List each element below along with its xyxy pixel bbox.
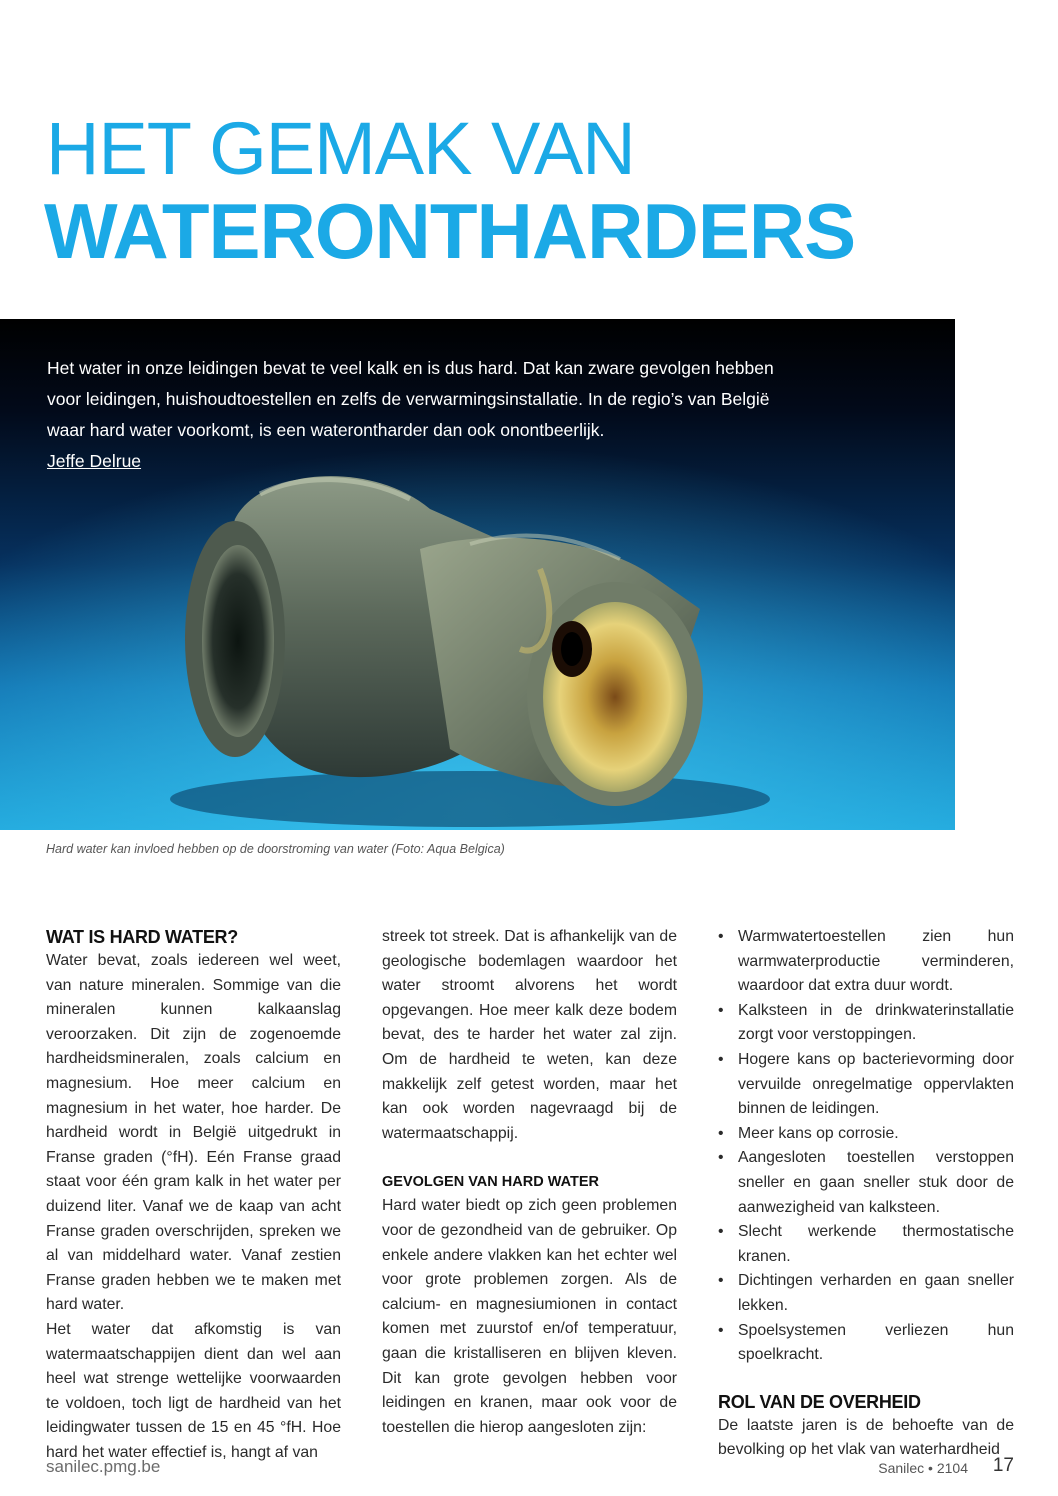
paragraph: De laatste jaren is de behoefte van de bevolking op het vlak van waterhardheid: [718, 1416, 1014, 1459]
paragraph: Water bevat, zoals iedereen wel weet, van nature mineralen. Sommige van die mineralen kunnen kalkaanslag veroorzaken. Dit zijn de zogenoemde hardheidsmineralen, zoals calcium en magnesium. Hoe meer calcium en magnesium in het water, hoe harder. De hardheid wordt in België uitgedrukt in Franse graden (°fH). Eén Franse graad staat voor één gram kalk in het water per duizend liter. Vanaf we de kaap van acht Franse graden overschrijden, spreken we al van middelhard water. Vanaf zestien Franse graden hebben we te maken met hard water.: [46, 952, 341, 1314]
website-link[interactable]: sanilec.pmg.be: [46, 1457, 161, 1476]
author-link[interactable]: Jeffe Delrue: [47, 451, 142, 471]
section-heading-hard-water: WAT IS HARD WATER?: [46, 927, 238, 947]
section-heading-consequences: GEVOLGEN VAN HARD WATER: [382, 1174, 599, 1191]
list-item: • Hogere kans op bacterievorming door vervuilde onregelmatige oppervlakten binnen de leidingen.: [718, 1048, 1014, 1122]
consequences-list: [718, 925, 1014, 1368]
article-column-3: [718, 925, 1014, 1463]
list-item: • Dichtingen verharden en gaan sneller lekken.: [718, 1269, 1014, 1318]
paragraph: streek tot streek. Dat is afhankelijk van de geologische bodemlagen waardoor het water stroomt alvorens het wordt opgevangen. Hoe meer kalk deze bodem bevat, des te harder het water zal zijn. Om de hardheid te weten, kan deze makkelijk zelf getest worden, maar het kan ook worden nagevraagd bij de watermaatschappij.: [382, 928, 677, 1142]
list-item: • Spoelsystemen verliezen hun spoelkracht.: [718, 1319, 1014, 1368]
list-item: • Meer kans op corrosie.: [718, 1122, 1014, 1147]
title-line-2: WATERONTHARDERS: [44, 187, 856, 275]
article-column-1: [46, 925, 341, 1465]
title-line-1: HET GEMAK VAN: [46, 107, 635, 190]
list-item: • Warmwatertoestellen zien hun warmwaterproductie verminderen, waardoor dat extra duur wordt.: [718, 925, 1014, 999]
article-column-2: [382, 925, 677, 1440]
list-item: • Slecht werkende thermostatische kranen.: [718, 1220, 1014, 1269]
page-number: 17: [992, 1455, 1014, 1476]
list-item: • Kalksteen in de drinkwaterinstallatie zorgt voor verstoppingen.: [718, 999, 1014, 1048]
paragraph: Hard water biedt op zich geen problemen voor de gezondheid van de gebruiker. Op enkele andere vlakken kan het echter wel voor grote problemen zorgen. Als de calcium- en magnesiumionen in contact komen met zuurstof en/of temperatuur, gaan die kristalliseren en blijven kleven. Dit kan grote gevolgen hebben voor leidingen en kranen, maar ook voor de toestellen die hierop aangesloten zijn:: [382, 1197, 677, 1436]
section-heading-government: ROL VAN DE OVERHEID: [718, 1391, 921, 1412]
photo-caption: Hard water kan invloed hebben op de doorstroming van water (Foto: Aqua Belgica): [46, 842, 505, 856]
paragraph: Het water dat afkomstig is van watermaatschappijen dient dan wel aan heel wat strenge wettelijke voorwaarden te voldoen, toch ligt de hardheid van het leidingwater tussen de 15 en 45 °fH. Hoe hard het water effectief is, hangt af van: [46, 1320, 341, 1461]
intro-text: Het water in onze leidingen bevat te veel kalk en is dus hard. Dat kan zware gevolgen hebben voor leidingen, huishoudtoestellen en zelfs de verwarmingsinstallatie. In de regio’s van België waar hard water voorkomt, is een waterontharder dan ook onontbeerlijk.: [47, 358, 774, 440]
magazine-issue: Sanilec • 2104: [878, 1460, 968, 1476]
list-item: • Aangesloten toestellen verstoppen sneller en gaan sneller stuk door de aanwezigheid van kalksteen.: [718, 1146, 1014, 1220]
